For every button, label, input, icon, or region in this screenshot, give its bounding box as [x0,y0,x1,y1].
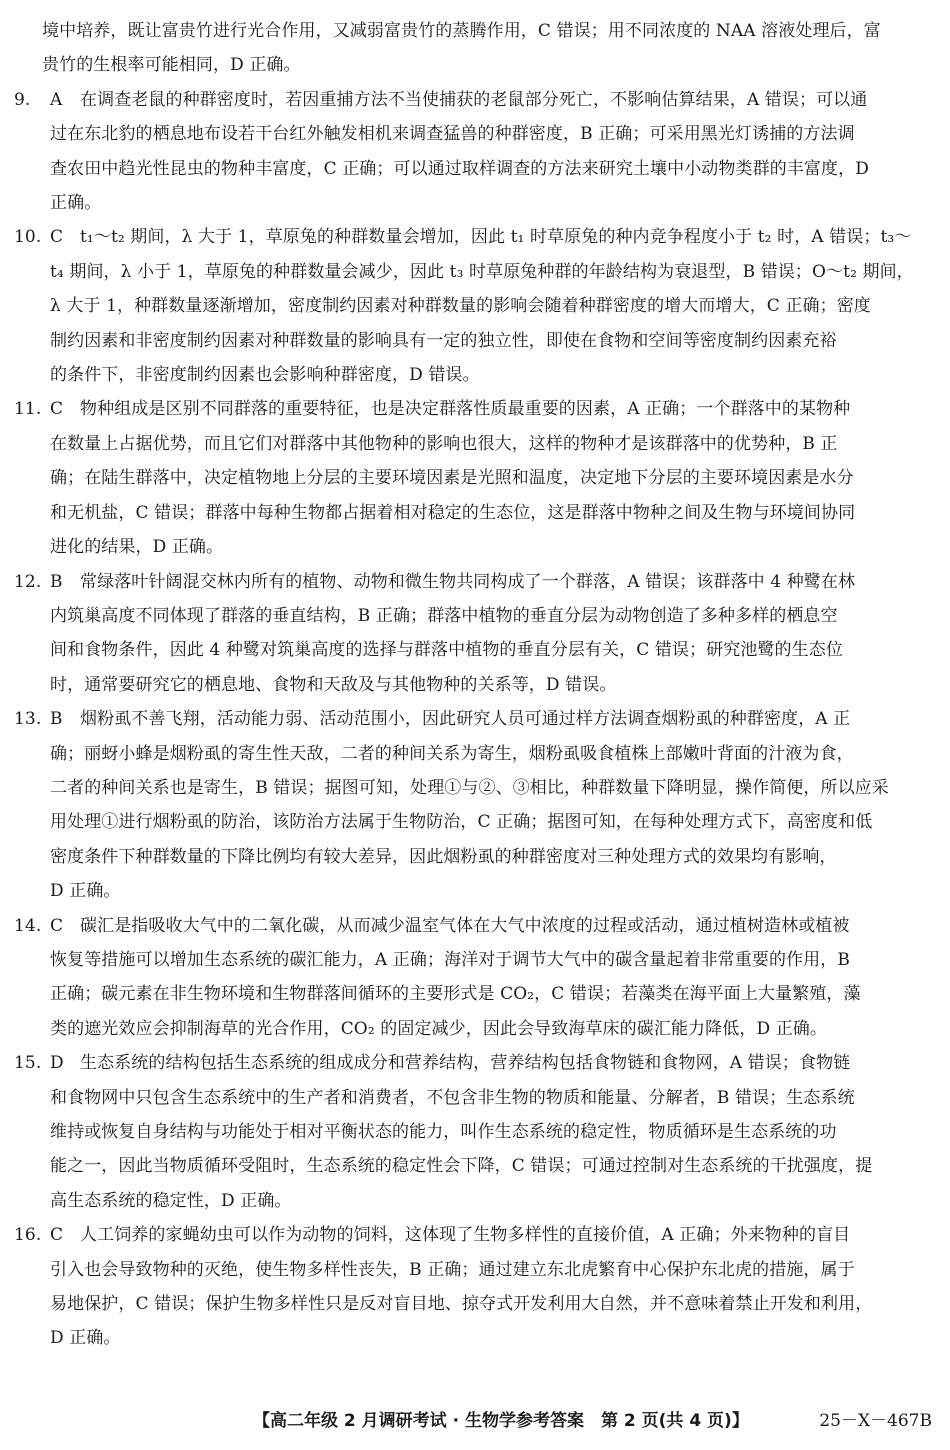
answer-first-line [14,909,934,943]
answer-item [14,565,934,703]
question-number: 15. [14,1053,42,1074]
answer-item [14,702,934,908]
explanation-line: 正确。 [50,193,102,214]
explanation-line: 制约因素和非密度制约因素对种群数量的影响具有一定的独立性，即使在食物和空间等密度制约因素充裕 [50,330,837,351]
explanation-line: 恢复等措施可以增加生态系统的碳汇能力，A 正确；海洋对于调节大气中的碳含量起着非常重要的作用，B [50,949,850,970]
answer-letter: C [50,1225,64,1246]
explanation-line: 确；丽蚜小蜂是烟粉虱的寄生性天敌，二者的种间关系为寄生，烟粉虱吸食植株上部嫩叶背面的汁液为食， [50,743,854,764]
explanation-line: 过在东北豹的栖息地布设若干台红外触发相机来调查猛兽的种群密度，B 正确；可采用黑光灯诱捕的方法调 [50,124,855,145]
explanation-line: 内筑巢高度不同体现了群落的垂直结构，B 正确；群落中植物的垂直分层为动物创造了多种多样的栖息空 [50,605,838,626]
footer-title: 【高二年级 2 月调研考试 · 生物学参考答案 第 2 页(共 4 页)】 [253,1411,749,1431]
answer-list [14,83,934,1356]
explanation-line: 查农田中趋光性昆虫的物种丰富度，C 正确；可以通过取样调查的方法来研究土壤中小动物类群的丰富度，D [50,158,869,179]
explanation-line: 密度条件下种群数量的下降比例均有较大差异，因此烟粉虱的种群密度对三种处理方式的效果均有影响， [50,846,837,867]
explanation-line: 的条件下，非密度制约因素也会影响种群密度，D 错误。 [50,365,480,386]
explanation-line: 维持或恢复自身结构与功能处于相对平衡状态的能力，叫作生态系统的稳定性，物质循环是生态系统的功 [50,1122,837,1142]
explanation-text: 物种组成是区别不同群落的重要特征，也是决定群落性质最重要的因素，A 正确；一个群落中的某物种 [80,399,851,420]
intro-line: 贵竹的生根率可能相同，D 正确。 [42,55,301,76]
answer-page [14,14,934,1356]
explanation-text: t₁～t₂ 期间，λ 大于 1，草原兔的种群数量会增加，因此 t₁ 时草原兔的种内竞争程度小于 t₂ 时，A 错误；t₃～ [80,227,912,248]
explanation-line: 进化的结果，D 正确。 [50,537,224,558]
explanation-line: λ 大于 1，种群数量逐渐增加，密度制约因素对种群数量的影响会随着种群密度的增大而增大，C 正确；密度 [50,296,871,317]
explanation-line: t₄ 期间，λ 小于 1，草原兔的种群数量会减少，因此 t₃ 时草原兔种群的年龄结构为衰退型，B 错误；O～t₂ 期间， [50,261,914,282]
answer-first-line [14,1046,934,1080]
explanation-line: 和食物网中只包含生态系统中的生产者和消费者，不包含非生物的物质和能量、分解者，B 错误；生态系统 [50,1087,855,1108]
footer-code: 25－X－467B [819,1411,932,1431]
explanation-line: 用处理①进行烟粉虱的防治，该防治方法属于生物防治，C 正确；据图可知，在每种处理方式下，高密度和低 [50,812,873,833]
answer-letter: C [50,399,64,420]
explanation-line: 确；在陆生群落中，决定植物地上分层的主要环境因素是光照和温度，决定地下分层的主要环境因素是水分 [50,468,854,489]
answer-item [14,220,934,392]
answer-first-line [14,1218,934,1252]
intro-continuation [14,14,934,83]
explanation-line: D 正确。 [50,1328,121,1349]
explanation-line: 和无机盐，C 错误；群落中每种生物都占据着相对稳定的生态位，这是群落中物种之间及生物与环境间协同 [50,502,856,523]
answer-item [14,1218,934,1356]
explanation-line: 间和食物条件，因此 4 种鹭对筑巢高度的选择与群落中植物的垂直分层有关，C 错误；研究池鹭的生态位 [50,640,843,661]
answer-letter: B [50,709,63,730]
explanation-line: 类的遮光效应会抑制海草的光合作用，CO₂ 的固定减少，因此会导致海草床的碳汇能力降低，D 正确。 [50,1018,827,1039]
answer-letter: C [50,227,64,248]
explanation-line: 在数量上占据优势，而且它们对群落中其他物种的影响也很大，这样的物种才是该群落中的优势种，B 正 [50,433,838,454]
explanation-line: 引入也会导致物种的灭绝，使生物多样性丧失，B 正确；通过建立东北虎繁育中心保护东北虎的措施，属于 [50,1259,855,1280]
explanation-line: 易地保护，C 错误；保护生物多样性只是反对盲目地、掠夺式开发利用大自然，并不意味着禁止开发和利用， [50,1294,873,1315]
page-footer [0,1406,950,1432]
answer-first-line [14,392,934,426]
question-number: 13. [14,709,42,730]
explanation-text: 常绿落叶针阔混交林内所有的植物、动物和微生物共同构成了一个群落，A 错误；该群落中 4 种鹭在林 [80,571,856,592]
explanation-line: 二者的种间关系也是寄生，B 错误；据图可知，处理①与②、③相比，种群数量下降明显，操作简便，所以应采 [50,777,889,798]
explanation-text: 碳汇是指吸收大气中的二氧化碳，从而减少温室气体在大气中浓度的过程或活动，通过植树造林或植被 [80,915,850,936]
explanation-line: 高生态系统的稳定性，D 正确。 [50,1190,292,1211]
answer-item [14,83,934,221]
answer-first-line [14,83,934,117]
answer-item [14,392,934,564]
answer-first-line [14,220,934,254]
answer-item [14,909,934,1047]
question-number: 12. [14,571,42,592]
question-number: 10. [14,227,42,248]
explanation-text: 生态系统的结构包括生态系统的组成成分和营养结构，营养结构包括食物链和食物网，A 错误；食物链 [80,1053,851,1074]
explanation-line: 时，通常要研究它的栖息地、食物和天敌及与其他物种的关系等，D 错误。 [50,674,617,695]
question-number: 11. [14,399,42,420]
answer-letter: B [50,571,63,592]
answer-first-line [14,565,934,599]
intro-line: 境中培养，既让富贵竹进行光合作用，又减弱富贵竹的蒸腾作用，C 错误；用不同浓度的 NAA 溶液处理后，富 [42,21,881,41]
answer-letter: A [50,89,63,110]
answer-first-line [14,702,934,736]
answer-item [14,1046,934,1218]
explanation-line: 正确；碳元素在非生物环境和生物群落间循环的主要形式是 CO₂，C 错误；若藻类在海平面上大量繁殖，藻 [50,984,861,1005]
question-number: 14. [14,915,42,936]
answer-letter: C [50,915,64,936]
explanation-text: 人工饲养的家蝇幼虫可以作为动物的饲料，这体现了生物多样性的直接价值，A 正确；外来物种的盲目 [80,1225,851,1246]
explanation-line: 能之一，因此当物质循环受阻时，生态系统的稳定性会下降，C 错误；可通过控制对生态系统的干扰强度，提 [50,1156,873,1177]
explanation-line: D 正确。 [50,881,121,902]
question-number: 16. [14,1225,42,1246]
question-number: 9. [14,89,31,110]
answer-letter: D [50,1053,64,1074]
explanation-text: 烟粉虱不善飞翔，活动能力弱、活动范围小，因此研究人员可通过样方法调查烟粉虱的种群密度，A 正 [80,709,851,730]
explanation-text: 在调查老鼠的种群密度时，若因重捕方法不当使捕获的老鼠部分死亡，不影响估算结果，A 错误；可以通 [80,89,868,110]
